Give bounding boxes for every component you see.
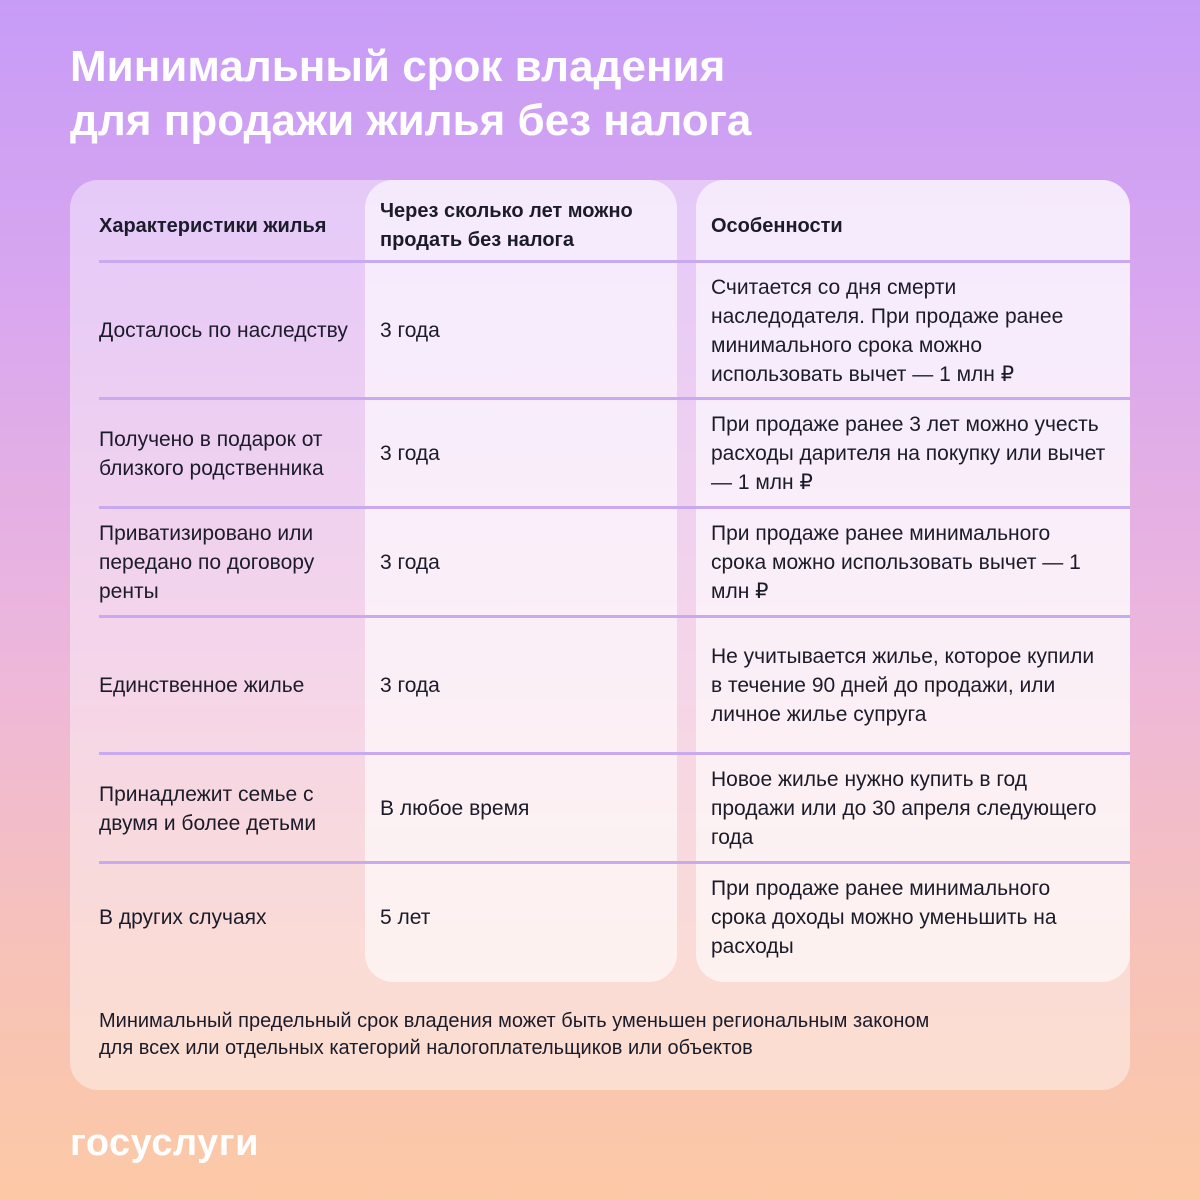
header-years: Через сколько лет можно продать без налога <box>380 200 633 251</box>
gosuslugi-logo: госуслуги <box>70 1122 259 1164</box>
row-4-years: 3 года <box>380 674 440 697</box>
row-3-characteristic: Приватизировано или передано по договору ренты <box>99 522 315 603</box>
footnote-line-2: для всех или отдельных категорий налогоплательщиков или объектов <box>99 1037 753 1059</box>
header-characteristics: Характеристики жилья <box>99 214 327 237</box>
row-5-characteristic: Принадлежит семье с двумя и более детьми <box>99 782 317 835</box>
row-2-features: При продаже ранее 3 лет можно учесть расходы дарителя на покупку или вычет — 1 млн ₽ <box>711 413 1106 494</box>
row-5-features: Новое жилье нужно купить в год продажи или до 30 апреля следующего года <box>711 768 1097 849</box>
footnote <box>99 1008 1099 1062</box>
row-5-years: В любое время <box>380 797 530 820</box>
row-1-features: Считается со дня смерти наследодателя. При продаже ранее минимального срока можно использовать вычет — 1 млн ₽ <box>711 275 1064 386</box>
page-title <box>70 40 751 148</box>
footnote-line-1: Минимальный предельный срок владения может быть уменьшен региональным законом <box>99 1010 930 1032</box>
row-6-years: 5 лет <box>380 906 431 929</box>
row-1-years: 3 года <box>380 319 440 342</box>
row-3-years: 3 года <box>380 551 440 574</box>
row-4-features: Не учитывается жилье, которое купили в течение 90 дней до продажи, или личное жилье супруга <box>711 645 1095 726</box>
row-6-features: При продаже ранее минимального срока доходы можно уменьшить на расходы <box>711 877 1057 958</box>
header-features: Особенности <box>711 214 843 237</box>
row-2-characteristic: Получено в подарок от близкого родственника <box>99 427 324 480</box>
title-line-1: Минимальный срок владения <box>70 42 726 91</box>
title-line-2: для продажи жилья без налога <box>70 96 752 145</box>
row-3-features: При продаже ранее минимального срока можно использовать вычет — 1 млн ₽ <box>711 522 1081 603</box>
row-2-years: 3 года <box>380 442 440 465</box>
row-4-characteristic: Единственное жилье <box>99 674 305 697</box>
row-1-characteristic: Досталось по наследству <box>99 319 348 342</box>
row-6-characteristic: В других случаях <box>99 906 267 929</box>
